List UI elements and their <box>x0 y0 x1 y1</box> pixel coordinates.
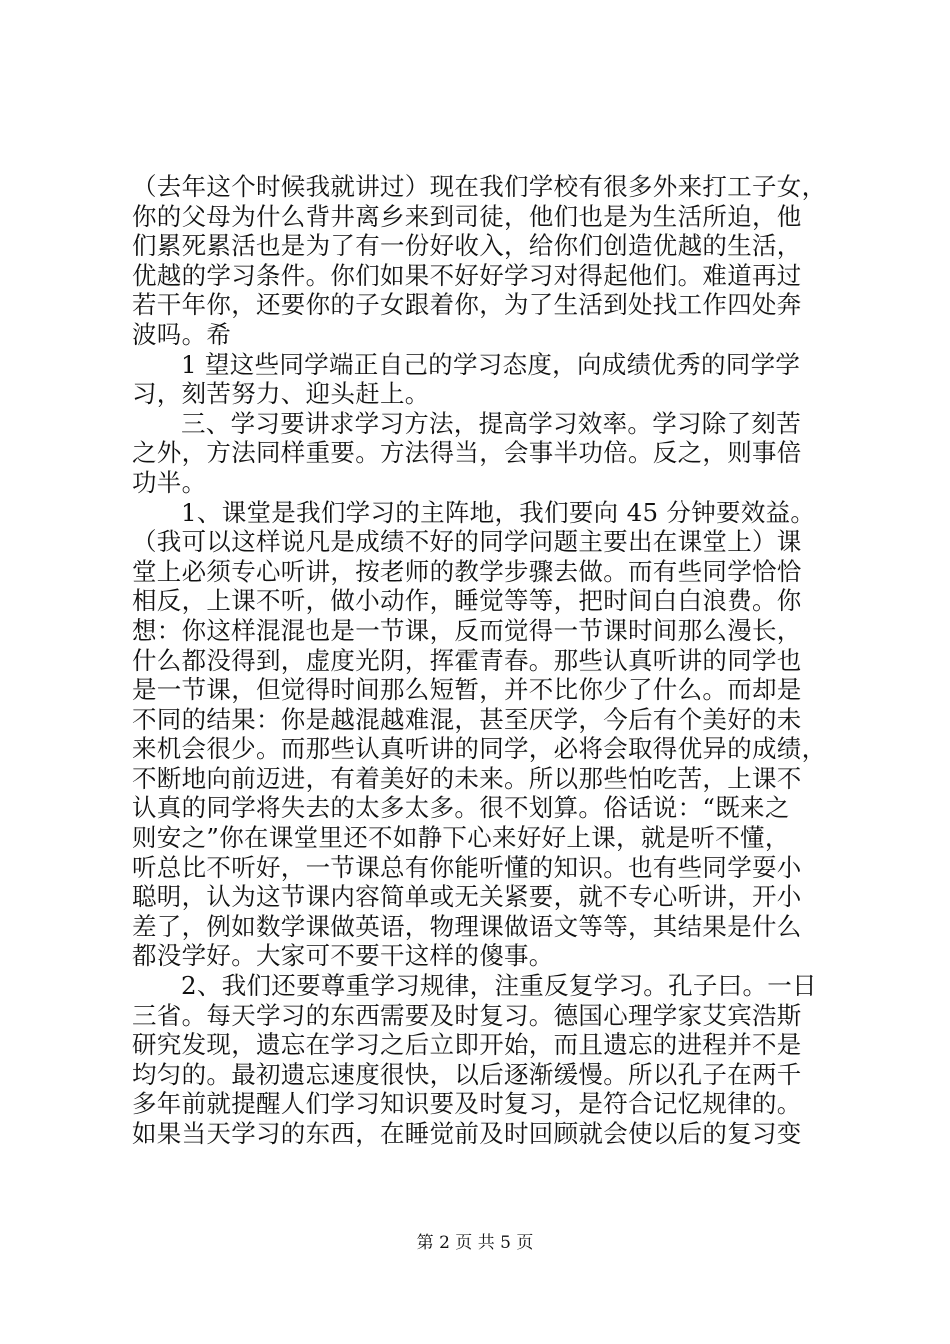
text-line: 2、我们还要尊重学习规律，注重反复学习。孔子曰。一日 <box>181 971 817 1001</box>
text-line: （去年这个时候我就讲过）现在我们学校有很多外来打工子女， <box>132 172 827 201</box>
text-line: 三省。每天学习的东西需要及时复习。德国心理学家艾宾浩斯 <box>132 1000 802 1030</box>
text-line: 你的父母为什么背井离乡来到司徒，他们也是为生活所迫，他 <box>132 201 802 231</box>
text-line: 1 望这些同学端正自己的学习态度，向成绩优秀的同学学 <box>181 349 801 379</box>
text-line: 堂上必须专心听讲，按老师的教学步骤去做。而有些同学恰恰 <box>132 556 802 586</box>
page-footer <box>0 1232 950 1254</box>
text-line: 们累死累活也是为了有一份好收入，给你们创造优越的生活， <box>132 231 802 261</box>
text-line: 聪明，认为这节课内容简单或无关紧要，就不专心听讲，开小 <box>132 882 802 912</box>
text-line: 差了，例如数学课做英语，物理课做语文等等，其结果是什么 <box>132 911 802 941</box>
text-line: 则安之”你在课堂里还不如静下心来好好上课，就是听不懂， <box>132 823 790 853</box>
text-line: 均匀的。最初遗忘速度很快，以后逐渐缓慢。所以孔子在两千 <box>132 1059 802 1089</box>
text-line: 相反，上课不听，做小动作，睡觉等等，把时间白白浪费。你 <box>132 586 802 616</box>
text-line: 多年前就提醒人们学习知识要及时复习，是符合记忆规律的。 <box>132 1089 802 1119</box>
text-line: 什么都没得到，虚度光阴，挥霍青春。那些认真听讲的同学也 <box>132 645 802 675</box>
text-line: 优越的学习条件。你们如果不好好学习对得起他们。难道再过 <box>132 260 802 290</box>
text-line: 不断地向前迈进，有着美好的未来。所以那些怕吃苦，上课不 <box>132 763 802 793</box>
text-line: 习，刻苦努力、迎头赶上。 <box>132 379 430 409</box>
text-line: 研究发现，遗忘在学习之后立即开始，而且遗忘的进程并不是 <box>132 1030 802 1060</box>
text-line: 如果当天学习的东西，在睡觉前及时回顾就会使以后的复习变 <box>132 1119 802 1148</box>
text-line: 波吗。希 <box>132 319 232 349</box>
text-line: 想：你这样混混也是一节课，反而觉得一节课时间那么漫长， <box>132 615 802 645</box>
text-line: 功半。 <box>132 467 207 497</box>
text-line: 之外，方法同样重要。方法得当，会事半功倍。反之，则事倍 <box>132 438 802 468</box>
text-line: 是一节课，但觉得时间那么短暂，并不比你少了什么。而却是 <box>132 675 802 705</box>
text-line: 不同的结果：你是越混越难混，甚至厌学，今后有个美好的未 <box>132 704 802 734</box>
page-number: 第 2 页 共 5 页 <box>416 1233 534 1253</box>
text-line: 都没学好。大家可不要干这样的傻事。 <box>132 941 554 971</box>
text-line: 1、课堂是我们学习的主阵地，我们要向 45 分钟要效益。 <box>181 497 816 527</box>
text-line: 若干年你，还要你的子女跟着你，为了生活到处找工作四处奔 <box>132 290 802 320</box>
text-line: 三、学习要讲求学习方法，提高学习效率。学习除了刻苦 <box>181 408 801 438</box>
text-line: （我可以这样说凡是成绩不好的同学问题主要出在课堂上）课 <box>132 527 802 557</box>
text-line: 来机会很少。而那些认真听讲的同学，必将会取得优异的成绩， <box>132 734 827 764</box>
text-line: 听总比不听好，一节课总有你能听懂的知识。也有些同学耍小 <box>132 852 802 882</box>
body-text <box>132 172 832 1149</box>
text-line: 认真的同学将失去的太多太多。很不划算。俗话说：“既来之 <box>132 793 790 823</box>
